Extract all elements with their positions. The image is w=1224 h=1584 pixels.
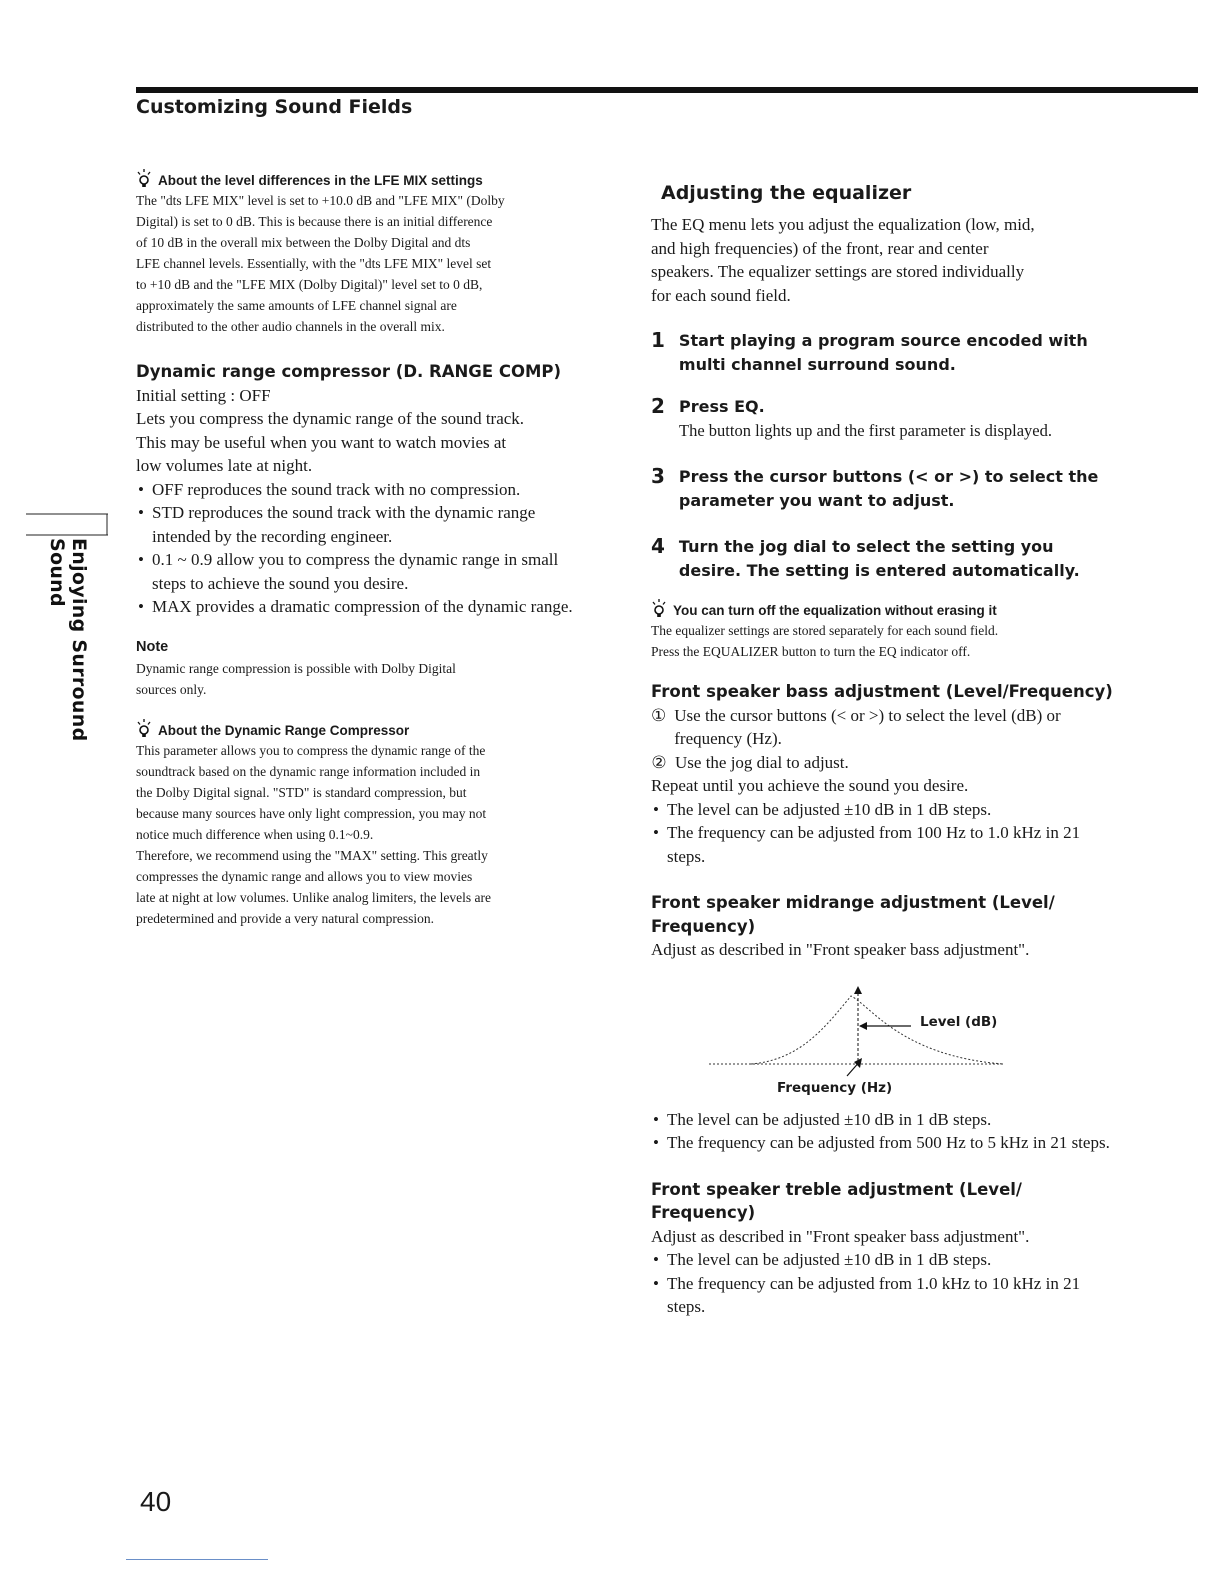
step-marker: ② <box>651 752 667 772</box>
left-column <box>136 168 596 929</box>
tip-drc <box>136 718 596 929</box>
top-rule <box>136 87 1198 93</box>
bass-bullets <box>651 798 1121 869</box>
drc-title: Dynamic range compressor (D. RANGE COMP) <box>136 362 562 381</box>
level-label: Level (dB) <box>920 1013 998 1030</box>
tip-line: Therefore, we recommend using the "MAX" setting. This greatly <box>136 847 488 863</box>
right-column <box>651 182 1121 1319</box>
eq-intro <box>651 213 1121 307</box>
treble-title: Front speaker treble adjustment (Level/ Frequency) <box>651 1179 1022 1222</box>
mid-text: Adjust as described in "Front speaker bass adjustment". <box>651 940 1030 959</box>
step-1 <box>651 329 1121 376</box>
eq-curve-graphic <box>651 976 1121 1096</box>
tip-line: to +10 dB and the "LFE MIX (Dolby Digital)" level set to 0 dB, <box>136 277 483 292</box>
mid-section <box>651 891 1121 1155</box>
eq-intro-line: and high frequencies) of the front, rear and center <box>651 238 989 258</box>
tip-line: late at night at low volumes. Unlike analog limiters, the levels are <box>136 889 492 905</box>
tip-line: notice much difference when using 0.1~0.9. <box>136 826 374 842</box>
side-tab-marker <box>26 511 108 541</box>
list-item: • MAX provides a dramatic compression of the dynamic range. <box>136 595 596 619</box>
list-item: • 0.1 ~ 0.9 allow you to compress the dynamic range in small steps to achieve the sound you desire. <box>136 548 596 595</box>
page-number: 40 <box>140 1486 172 1517</box>
note-section <box>136 639 596 700</box>
eq-intro-line: The EQ menu lets you adjust the equalization (low, mid, <box>651 215 1035 234</box>
drc-intro-line: This may be useful when you want to watch movies at <box>136 432 507 452</box>
bass-section <box>651 680 1121 868</box>
tip-line: LFE channel levels. Essentially, with the "dts LFE MIX" level set <box>136 256 492 271</box>
step-number: 1 <box>651 328 665 352</box>
drc-intro-line: low volumes late at night. <box>136 456 313 475</box>
note-title: Note <box>136 638 169 655</box>
list-item: • STD reproduces the sound track with the dynamic range intended by the recording engineer. <box>136 501 596 548</box>
tip-line: The "dts LFE MIX" level is set to +10.0 dB and "LFE MIX" (Dolby <box>136 193 505 208</box>
step-marker: ① <box>651 705 667 725</box>
tip-title: About the Dynamic Range Compressor <box>158 722 410 738</box>
tip-lfe-mix <box>136 168 596 337</box>
bass-title: Front speaker bass adjustment (Level/Frequency) <box>651 682 1113 701</box>
tip-line: Digital) is set to 0 dB. This is because there is an initial difference <box>136 214 493 229</box>
tip-line: soundtrack based on the dynamic range information included in <box>136 763 481 779</box>
lightbulb-icon <box>136 718 152 738</box>
lightbulb-icon <box>136 168 152 188</box>
list-item <box>651 751 1121 775</box>
list-item <box>651 704 1121 751</box>
tip-line: of 10 dB in the overall mix between the Dolby Digital and dts <box>136 235 471 250</box>
eq-intro-line: speakers. The equalizer settings are stored individually <box>651 262 1025 281</box>
bass-step-text: Use the jog dial to adjust. <box>675 752 849 772</box>
tip-line: Press the EQUALIZER button to turn the EQ indicator off. <box>651 644 971 659</box>
step-2 <box>651 395 1121 442</box>
treble-text: Adjust as described in "Front speaker bass adjustment". <box>651 1226 1030 1246</box>
tip-title: About the level differences in the LFE MIX settings <box>158 173 483 188</box>
list-item: • The level can be adjusted ±10 dB in 1 dB steps. <box>651 798 1121 822</box>
tip-line: This parameter allows you to compress the dynamic range of the <box>136 742 486 758</box>
tip-line: the Dolby Digital signal. "STD" is standard compression, but <box>136 784 467 800</box>
list-item: • The frequency can be adjusted from 100 Hz to 1.0 kHz in 21 steps. <box>651 821 1121 868</box>
side-tab-label: Enjoying Surround Sound <box>46 538 90 742</box>
step-instruction: Press EQ. <box>679 397 765 416</box>
tip-line: predetermined and provide a very natural compression. <box>136 910 435 926</box>
step-detail: The button lights up and the first parameter is displayed. <box>679 420 1052 440</box>
tip-line: compresses the dynamic range and allows you to view movies <box>136 868 473 884</box>
treble-section <box>651 1178 1121 1319</box>
treble-bullets <box>651 1248 1121 1319</box>
step-4 <box>651 535 1121 582</box>
footer-rule <box>126 1559 268 1560</box>
tip-title: You can turn off the equalization without erasing it <box>673 603 997 618</box>
note-line: Dynamic range compression is possible with Dolby Digital <box>136 660 456 676</box>
list-item: • OFF reproduces the sound track with no compression. <box>136 478 596 502</box>
step-instruction: Press the cursor buttons (< or >) to select the parameter you want to adjust. <box>678 467 1099 510</box>
eq-curve-diagram <box>651 976 1121 1096</box>
step-3 <box>651 465 1121 512</box>
list-item: • The frequency can be adjusted from 500 Hz to 5 kHz in 21 steps. <box>651 1131 1121 1155</box>
frequency-label: Frequency (Hz) <box>777 1079 893 1096</box>
drc-initial-setting: Initial setting : OFF <box>136 385 271 405</box>
bass-step-text: Use the cursor buttons (< or >) to select the level (dB) or frequency (Hz). <box>674 705 1061 748</box>
eq-title: Adjusting the equalizer <box>661 182 912 204</box>
tip-line: approximately the same amounts of LFE channel signal are <box>136 298 457 313</box>
note-line: sources only. <box>136 681 207 697</box>
tip-line: The equalizer settings are stored separately for each sound field. <box>651 623 999 638</box>
drc-intro-line: Lets you compress the dynamic range of the sound track. <box>136 409 525 428</box>
tip-line: distributed to the other audio channels in the overall mix. <box>136 319 445 334</box>
tip-line: because many sources have only light compression, you may not <box>136 805 487 821</box>
mid-bullets <box>651 1108 1121 1155</box>
tip-body <box>136 190 596 337</box>
eq-intro-line: for each sound field. <box>651 285 791 305</box>
step-number: 3 <box>651 464 665 488</box>
step-instruction: Turn the jog dial to select the setting you desire. The setting is entered automatically. <box>678 537 1080 580</box>
step-number: 4 <box>651 534 665 558</box>
list-item: • The frequency can be adjusted from 1.0 kHz to 10 kHz in 21 steps. <box>651 1272 1121 1319</box>
step-instruction: Start playing a program source encoded with multi channel surround sound. <box>678 331 1088 374</box>
lightbulb-icon <box>651 598 667 618</box>
step-number: 2 <box>651 394 665 418</box>
drc-options-list <box>136 478 596 619</box>
drc-section <box>136 360 596 619</box>
page-header: Customizing Sound Fields <box>136 96 413 118</box>
bass-repeat: Repeat until you achieve the sound you desire. <box>651 776 969 795</box>
mid-title: Front speaker midrange adjustment (Level/ Frequency) <box>651 893 1055 936</box>
list-item: • The level can be adjusted ±10 dB in 1 dB steps. <box>651 1108 1121 1132</box>
list-item: • The level can be adjusted ±10 dB in 1 dB steps. <box>651 1248 1121 1272</box>
tip-eq-off <box>651 598 1121 662</box>
